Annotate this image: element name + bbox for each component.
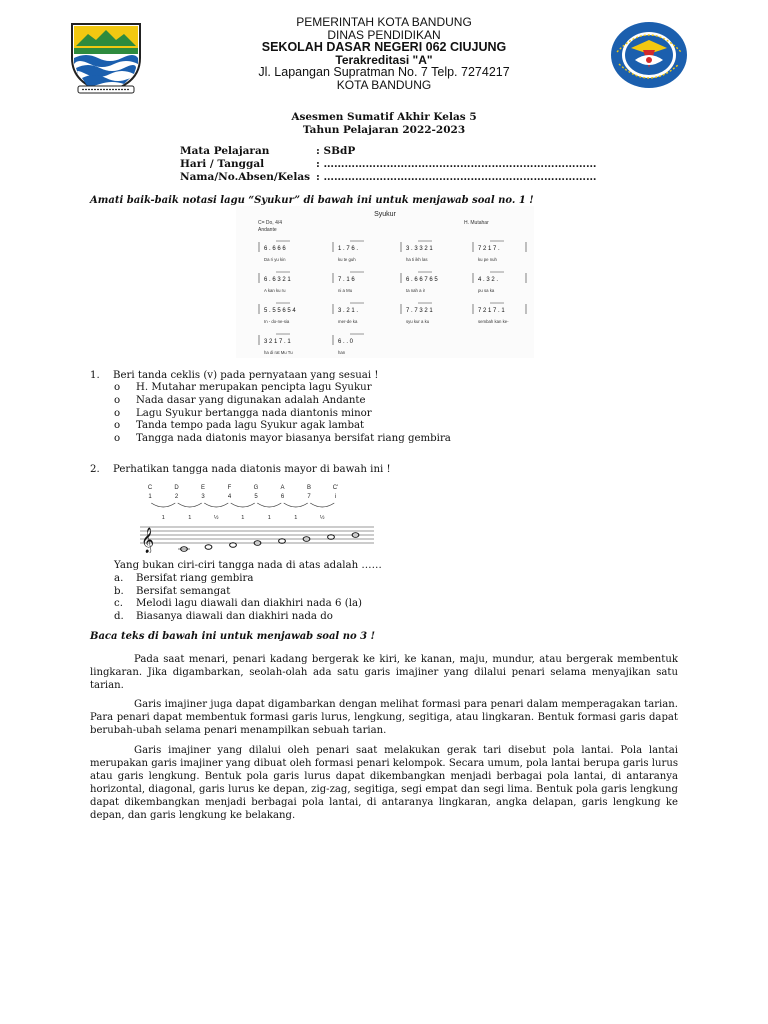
- option-text: Tanda tempo pada lagu Syukur agak lambat: [136, 420, 365, 432]
- question-text: Beri tanda ceklis (v) pada pernyataan yang sesuai !: [113, 370, 379, 381]
- tut-wuri-handayani-logo: [609, 20, 689, 90]
- interval-arc: [257, 503, 281, 507]
- checklist-option[interactable]: [114, 433, 451, 446]
- notation-notes: 7 . 7 3 2 1: [406, 308, 433, 314]
- whole-note: [328, 535, 335, 540]
- interval-arc: [231, 503, 255, 507]
- bandung-city-emblem: [66, 18, 146, 96]
- question-1: [90, 370, 378, 383]
- notation-lyrics: ni a Mu: [338, 288, 353, 293]
- option-text: Bersifat semangat: [136, 585, 231, 597]
- whole-note: [279, 539, 286, 544]
- scale-number: 3: [201, 494, 205, 500]
- identity-row-subject: [180, 145, 597, 158]
- notation-lyrics: ku te guh: [338, 257, 356, 262]
- major-scale-image: [138, 481, 376, 553]
- letterhead-line-government: PEMERINTAH KOTA BANDUNG: [296, 15, 472, 29]
- scale-number: 7: [307, 494, 311, 500]
- song-notation-image: [236, 206, 534, 358]
- option-letter: c.: [114, 598, 123, 610]
- scale-number: i: [334, 494, 337, 500]
- option-marker: o: [114, 394, 121, 406]
- identity-label: Mata Pelajaran: [180, 145, 270, 157]
- notation-notes: 5 . 5 5 6 5 4: [264, 308, 296, 314]
- letterhead-address: Jl. Lapangan Supratman No. 7 Telp. 7274217: [258, 65, 510, 80]
- reading-paragraph-3: Garis imajiner yang dilalui oleh penari saat melakukan gerak tari disebut pola lantai. Pola lantai merupakan garis imajiner yang dibuat oleh formasi penari kelompok. Secara umum, pola lantai berupa garis lurus atau garis lengkung. Bentuk pola garis lurus dapat dikembangkan menjadi berbagai pola lantai, di antaranya horizontal, diagonal, garis lurus ke depan, zig-zag, segitiga, segi empat dan segi lima. Bentuk pola garis lengkung dapat dikembangkan menjadi berbagai pola lantai, di antaranya lingkaran, angka delapan, garis lengkung ke depan, dan garis lengkung ke belakang.: [90, 745, 678, 821]
- notation-lyrics: ha ti ikh las: [406, 257, 428, 262]
- option-marker: o: [114, 382, 121, 393]
- letterhead-text: [200, 16, 568, 92]
- notation-notes: 3 2 1 7 . 1: [264, 339, 291, 345]
- option-letter: d.: [114, 611, 124, 623]
- interval-arc: [204, 503, 228, 507]
- notation-title: Syukur: [374, 211, 396, 218]
- interval-label: ½: [319, 515, 325, 521]
- notation-lyrics: ta nah a ir: [406, 288, 426, 293]
- option-marker: o: [114, 433, 121, 445]
- notation-lyrics: pu sa ka: [478, 288, 495, 293]
- checklist-option[interactable]: [114, 408, 451, 421]
- scale-letter: F: [227, 485, 232, 491]
- notation-lyrics: ku pe nuh: [478, 257, 497, 262]
- treble-clef-icon: 𝄞: [141, 528, 155, 553]
- choice-option-b[interactable]: [114, 586, 382, 599]
- question-1-options: [114, 382, 451, 446]
- instruction-question-3: Baca teks di bawah ini untuk menjawab soal no 3 !: [90, 631, 375, 642]
- identity-row-name: [180, 171, 597, 184]
- scale-number: 6: [280, 494, 285, 500]
- reading-paragraph-2: Garis imajiner juga dapat digambarkan dengan melihat formasi para penari dalam memperagakan tarian. Para penari dapat membentuk formasi garis lurus, lengkung, segitiga, atau lingkaran. Bentuk formasi garis dapat berubah-ubah selama penari menampilkan sebuah tarian.: [90, 699, 678, 736]
- identity-value: : ……………………………………………………………………: [316, 157, 597, 170]
- notation-notes: 6 . 6 6 6: [264, 246, 286, 252]
- notation-lyrics: A kan ku ru: [264, 288, 286, 293]
- interval-label: 1: [241, 515, 245, 521]
- scale-letter: A: [280, 485, 285, 491]
- option-text: Bersifat riang gembira: [136, 572, 254, 584]
- notation-lyrics: ha di rat Mu Tu: [264, 350, 293, 355]
- option-text: Melodi lagu diawali dan diakhiri nada 6 (la): [136, 598, 363, 610]
- notation-lyrics: sembah kan ke-: [478, 319, 509, 324]
- scale-number: 1: [148, 494, 152, 500]
- scale-letter: D: [174, 485, 179, 491]
- notation-lyrics: han: [338, 350, 346, 355]
- whole-note: [230, 543, 237, 548]
- notation-notes: 4 . 3 2 .: [478, 277, 499, 283]
- letterhead-school-name: SEKOLAH DASAR NEGERI 062 CIUJUNG: [261, 40, 507, 55]
- interval-label: 1: [161, 515, 165, 521]
- notation-notes: 3 . 2 1 .: [338, 308, 359, 314]
- question-2-options: [114, 560, 382, 624]
- notation-key: C= Do, 4/4: [258, 220, 283, 226]
- letterhead-line-department: DINAS PENDIDIKAN: [327, 27, 441, 42]
- interval-label: 1: [294, 515, 298, 521]
- whole-note: [205, 545, 212, 550]
- scale-letter: E: [200, 485, 206, 491]
- question-2: [90, 464, 391, 477]
- question-2-stem: Yang bukan ciri-ciri tangga nada di atas adalah ……: [114, 560, 382, 571]
- notation-notes: 7 2 1 7 .: [478, 246, 500, 252]
- interval-arc: [310, 503, 334, 507]
- scale-number: 4: [227, 494, 232, 500]
- notation-notes: 3 . 3 3 2 1: [406, 246, 433, 252]
- option-text: Tangga nada diatonis mayor biasanya bersifat riang gembira: [136, 433, 451, 445]
- notation-lyrics: In - do-ne-sia: [264, 319, 290, 324]
- instruction-question-1: Amati baik-baik notasi lagu “Syukur” di bawah ini untuk menjawab soal no. 1 !: [90, 195, 534, 206]
- identity-value: : ……………………………………………………………………: [316, 170, 597, 183]
- identity-block: [180, 145, 597, 183]
- interval-arc: [178, 503, 202, 507]
- notation-composer: H. Mutahar: [464, 220, 489, 226]
- choice-option-a[interactable]: [114, 573, 382, 586]
- notation-tempo: Andante: [258, 227, 277, 233]
- interval-arc: [151, 503, 175, 507]
- notation-notes: 6 . 6 3 2 1: [264, 277, 291, 283]
- scale-number: 2: [174, 494, 179, 500]
- letterhead: [0, 0, 768, 110]
- notation-notes: 7 2 1 7 . 1: [478, 308, 505, 314]
- option-text: Biasanya diawali dan diakhiri nada do: [136, 611, 333, 623]
- checklist-option[interactable]: [114, 382, 451, 395]
- option-text: Lagu Syukur bertangga nada diantonis minor: [136, 407, 372, 419]
- notation-notes: 6 . . 0: [338, 339, 354, 345]
- option-text: Nada dasar yang digunakan adalah Andante: [136, 394, 366, 406]
- scale-number: 5: [254, 494, 258, 500]
- checklist-option[interactable]: [114, 420, 451, 433]
- notation-lyrics: Da ri yu kin: [264, 257, 286, 262]
- notation-lyrics: syu kur a ku: [406, 319, 430, 324]
- interval-label: 1: [267, 515, 271, 521]
- notation-notes: 7 . 1 6: [338, 277, 355, 283]
- option-marker: o: [114, 420, 121, 432]
- interval-label: ½: [213, 515, 219, 521]
- scale-letter: B: [306, 485, 312, 491]
- identity-label: Hari / Tanggal: [180, 157, 265, 170]
- scale-letter: G: [253, 485, 259, 491]
- choice-option-c[interactable]: [114, 598, 382, 611]
- interval-label: 1: [188, 515, 192, 521]
- letterhead-city: KOTA BANDUNG: [336, 77, 432, 92]
- identity-value: : SBdP: [316, 145, 356, 157]
- diatonic-major-scale: [138, 481, 376, 553]
- question-number: 2.: [90, 464, 100, 475]
- notation-notes: 6 . 6 6 7 6 5: [406, 277, 438, 283]
- exam-title: Asesmen Sumatif Akhir Kelas 5: [291, 111, 477, 123]
- syukur-notation: [236, 206, 534, 358]
- checklist-option[interactable]: [114, 395, 451, 408]
- choice-option-d[interactable]: [114, 611, 382, 624]
- option-letter: a.: [114, 572, 124, 584]
- identity-label: Nama/No.Absen/Kelas: [180, 170, 311, 183]
- option-marker: o: [114, 407, 121, 419]
- interval-arc: [284, 503, 308, 507]
- option-letter: b.: [114, 585, 124, 597]
- identity-row-date: [180, 158, 597, 171]
- letterhead-accreditation: Terakreditasi "A": [335, 52, 433, 67]
- notation-notes: 1 . 7 6 .: [338, 246, 359, 252]
- question-number: 1.: [90, 370, 100, 381]
- question-text: Perhatikan tangga nada diatonis mayor di bawah ini !: [113, 464, 391, 475]
- scale-letter: C: [147, 485, 153, 491]
- scale-letter: C': [332, 485, 339, 491]
- option-text: H. Mutahar merupakan pencipta lagu Syukur: [136, 382, 372, 393]
- notation-lyrics: mer-de ka: [338, 319, 358, 324]
- school-year: Tahun Pelajaran 2022-2023: [302, 124, 466, 136]
- reading-paragraph-1: Pada saat menari, penari kadang bergerak ke kiri, ke kanan, maju, mundur, atau bergerak membentuk lingkaran. Jika digambarkan, seolah-olah ada satu garis imajiner yang dilalui penari selama menyajikan satu tarian.: [90, 654, 678, 691]
